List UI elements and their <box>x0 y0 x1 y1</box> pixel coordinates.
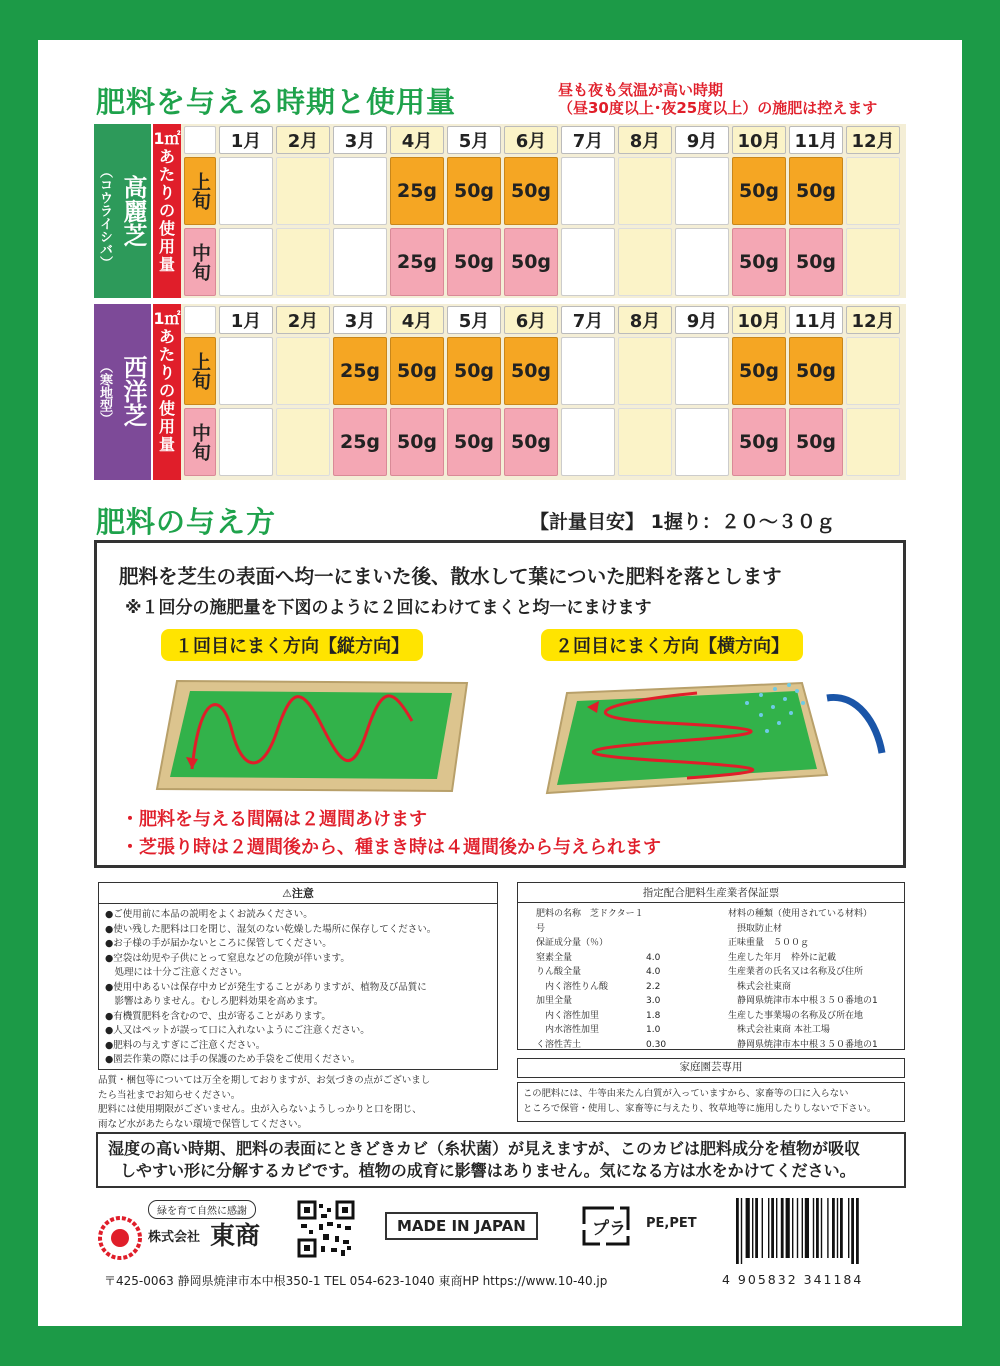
month-header-cell: 9月 <box>675 306 729 334</box>
caution-item: ●ご使用前に本品の説明をよくお読みください。 <box>105 909 313 920</box>
guarantee-value: 0.30 <box>646 1039 667 1050</box>
amount-cell <box>846 228 900 296</box>
guarantee-item: 内く溶性加里 <box>536 1010 600 1021</box>
amount-cell: 50g <box>447 157 501 225</box>
korai-subname: （コウライシバ） <box>97 165 112 269</box>
amount-cell <box>675 408 729 476</box>
guarantee-value: 4.0 <box>646 952 661 963</box>
month-header-cell: 11月 <box>789 306 843 334</box>
amount-cell: 50g <box>390 337 444 405</box>
caution-item: ●有機質肥料を含むので、虫が寄ることがあります。 <box>105 1010 331 1022</box>
hose <box>827 697 882 753</box>
caution-box <box>98 882 498 1070</box>
guarantee-item: 加里全量 <box>536 996 573 1006</box>
amount-cell: 50g <box>732 337 786 405</box>
amount-cell: 25g <box>333 337 387 405</box>
month-header-cell: 8月 <box>618 126 672 154</box>
month-header-cell: 9月 <box>675 126 729 154</box>
quality-line: たら当社までお知らせください。 <box>98 1089 241 1101</box>
seiyo-subname: （寒地型） <box>97 359 112 425</box>
month-header-cell: 7月 <box>561 306 615 334</box>
caution-item: ●空袋は幼児や子供にとって窒息などの危険が伴います。 <box>105 952 350 964</box>
amount-cell <box>276 408 330 476</box>
method-note2: ・芝張り時は２週間後から、種まき時は４週間後から与えられます <box>121 837 661 858</box>
amount-cell <box>618 157 672 225</box>
seiyo-schedule-table <box>94 304 906 480</box>
amount-cell <box>219 337 273 405</box>
month-header-cell: 10月 <box>732 126 786 154</box>
guarantee-row <box>536 1023 686 1038</box>
mold-notice <box>96 1132 906 1188</box>
month-header-cell: 5月 <box>447 126 501 154</box>
quality-line: 雨など水があたらない環境で保管してください。 <box>98 1118 308 1130</box>
month-header-cell: 4月 <box>390 306 444 334</box>
korai-schedule-table <box>94 124 906 298</box>
caution-item: ●使い残した肥料は口を閉じ、湿気のない乾燥した場所に保存してください。 <box>105 923 437 935</box>
method-line1: 肥料を芝生の表面へ均一にまいた後、散水して葉についた肥料を落とします <box>119 565 782 588</box>
guarantee-item: く溶性苦土 <box>536 1039 582 1050</box>
amount-cell: 25g <box>390 228 444 296</box>
seiyo-mid-row <box>184 408 903 476</box>
amount-cell <box>675 157 729 225</box>
amount-cell <box>333 157 387 225</box>
guarantee-box <box>517 882 905 1050</box>
method-line2: ※１回分の施肥量を下図のように２回にわけてまくと均一にまけます <box>125 598 652 618</box>
guarantee-left <box>536 907 686 1052</box>
material-label: PE,PET <box>646 1216 697 1231</box>
schedule-title: 肥料を与える時期と使用量 <box>96 85 457 119</box>
quality-line: 品質・梱包等については万全を期しておりますが、お気づきの点がございまし <box>98 1075 431 1086</box>
caution-title: ⚠注意 <box>99 883 497 904</box>
company-address: 〒425-0063 静岡県焼津市本中根350-1 TEL 054-623-1040 東商HP https://www.10-40.jp <box>104 1274 608 1288</box>
guarantee-value: 1.0 <box>646 1025 661 1035</box>
vertical-spread-diagram <box>152 671 482 796</box>
caution-list <box>99 904 497 1072</box>
amount-cell: 50g <box>447 228 501 296</box>
seiyo-month-header <box>184 306 903 334</box>
amount-cell: 50g <box>789 337 843 405</box>
amount-cell: 50g <box>789 228 843 296</box>
korai-per-m2-label: 1㎡あたりの使用量 <box>151 124 181 298</box>
amount-cell: 50g <box>732 157 786 225</box>
company-prefix: 株式会社 <box>148 1230 201 1245</box>
caution-item: 影響はありません。むしろ肥料効果を高めます。 <box>105 996 324 1007</box>
second-direction-label: ２回目にまく方向【横方向】 <box>541 629 803 661</box>
made-in-japan-label: MADE IN JAPAN <box>385 1212 538 1240</box>
month-header-cell: 6月 <box>504 306 558 334</box>
guarantee-row <box>536 994 686 1009</box>
amount-cell <box>618 408 672 476</box>
amount-cell <box>276 337 330 405</box>
amount-cell: 25g <box>333 408 387 476</box>
amount-cell <box>276 228 330 296</box>
early-period-label: 上旬 <box>184 157 216 225</box>
amount-cell: 50g <box>447 337 501 405</box>
amount-cell: 50g <box>789 408 843 476</box>
guarantee-item: 肥料の名称 芝ドクター１号 <box>536 909 644 934</box>
heat-warning-line1: 昼も夜も気温が高い時期 <box>558 81 724 99</box>
guarantee-info-line: 生産した事業場の名称及び所在地 <box>728 1010 864 1021</box>
horizontal-spread-diagram <box>527 663 897 803</box>
month-header-cell: 8月 <box>618 306 672 334</box>
guarantee-row <box>536 1038 686 1053</box>
guarantee-info-line: 生産した年月 枠外に記載 <box>728 952 837 963</box>
heat-warning <box>558 81 877 117</box>
amount-cell: 50g <box>504 408 558 476</box>
guarantee-row <box>536 1009 686 1024</box>
guarantee-value: 4.0 <box>646 967 661 977</box>
qr-code-icon <box>297 1200 355 1258</box>
amount-cell: 50g <box>732 408 786 476</box>
barcode-icon <box>734 1198 894 1264</box>
guarantee-item: りん酸全量 <box>536 967 582 977</box>
home-garden-warning <box>517 1082 905 1122</box>
quality-line: 肥料には使用期限がございません。虫が入らないようしっかりと口を閉じ、 <box>98 1104 422 1115</box>
caution-item: 処理には十分ご注意ください。 <box>105 967 248 978</box>
amount-cell <box>333 228 387 296</box>
guarantee-row <box>536 936 686 951</box>
guarantee-info-line: 株式会社東商 本社工場 <box>728 1025 830 1035</box>
header-spacer <box>184 126 216 154</box>
company-logo-icon <box>98 1216 142 1260</box>
korai-early-row <box>184 157 903 225</box>
month-header-cell: 1月 <box>219 126 273 154</box>
home-warning-line2: ところで保管・使用し、家畜等に与えたり、牧草地等に施用したりしないで下さい。 <box>523 1103 877 1114</box>
month-header-cell: 5月 <box>447 306 501 334</box>
guarantee-value: 2.2 <box>646 981 661 992</box>
korai-month-header <box>184 126 903 154</box>
header-spacer <box>184 306 216 334</box>
amount-cell <box>219 228 273 296</box>
amount-cell <box>846 408 900 476</box>
seiyo-early-row <box>184 337 903 405</box>
month-header-cell: 10月 <box>732 306 786 334</box>
amount-cell <box>675 228 729 296</box>
caution-item: ●園芸作業の際には手の保護のため手袋をご使用ください。 <box>105 1054 361 1065</box>
amount-cell: 50g <box>390 408 444 476</box>
guarantee-item: 窒素全量 <box>536 952 573 963</box>
guarantee-info-line: 材料の種類（使用されている材料） <box>728 909 873 919</box>
korai-mid-row <box>184 228 903 296</box>
amount-cell <box>561 228 615 296</box>
amount-cell <box>561 408 615 476</box>
mold-line1: 湿度の高い時期、肥料の表面にときどきカビ（糸状菌）が見えますが、このカビは肥料成分を植物が吸収 <box>108 1139 861 1158</box>
guarantee-row <box>536 951 686 966</box>
guarantee-value: 1.8 <box>646 1010 661 1021</box>
recycle-pla-text: プラ <box>592 1219 626 1239</box>
guarantee-info-line: 静岡県焼津市本中根３５０番地の1 <box>728 996 878 1006</box>
amount-cell <box>219 408 273 476</box>
amount-cell <box>219 157 273 225</box>
seiyo-category <box>94 304 151 480</box>
guarantee-item: 内く溶性りん酸 <box>536 981 609 992</box>
method-note1: ・肥料を与える間隔は２週間あけます <box>121 809 427 830</box>
month-header-cell: 11月 <box>789 126 843 154</box>
amount-cell <box>846 157 900 225</box>
amount-cell: 25g <box>390 157 444 225</box>
month-header-cell: 1月 <box>219 306 273 334</box>
guarantee-item: 保証成分量（％） <box>536 938 609 948</box>
guarantee-right <box>728 907 903 1052</box>
first-direction-label: １回目にまく方向【縦方向】 <box>161 629 423 661</box>
guarantee-info-line: 摂取防止材 <box>728 923 783 934</box>
method-box <box>94 540 906 868</box>
home-garden-label: 家庭園芸専用 <box>517 1058 905 1078</box>
korai-category <box>94 124 151 298</box>
guarantee-info-line: 生産業者の氏名又は名称及び住所 <box>728 967 864 977</box>
month-header-cell: 3月 <box>333 306 387 334</box>
amount-cell <box>276 157 330 225</box>
amount-cell <box>846 337 900 405</box>
early-period-label: 上旬 <box>184 337 216 405</box>
heat-warning-line2: （昼30度以上･夜25度以上）の施肥は控えます <box>558 99 878 117</box>
amount-cell <box>675 337 729 405</box>
month-header-cell: 4月 <box>390 126 444 154</box>
amount-cell: 50g <box>789 157 843 225</box>
measure-guide: 【計量目安】 1握り：２０～３０ｇ <box>530 511 835 533</box>
amount-cell <box>618 337 672 405</box>
amount-cell: 50g <box>732 228 786 296</box>
guarantee-info-line: 静岡県焼津市本中根３５０番地の1 <box>728 1039 878 1050</box>
month-header-cell: 2月 <box>276 126 330 154</box>
amount-cell <box>561 157 615 225</box>
amount-cell <box>618 228 672 296</box>
month-header-cell: 7月 <box>561 126 615 154</box>
guarantee-item: 内水溶性加里 <box>536 1025 600 1035</box>
amount-cell: 50g <box>504 228 558 296</box>
company-name: 東商 <box>210 1221 261 1250</box>
mid-period-label: 中旬 <box>184 228 216 296</box>
month-header-cell: 2月 <box>276 306 330 334</box>
guarantee-info-line: 正味重量 ５００ｇ <box>728 938 810 948</box>
amount-cell: 50g <box>504 157 558 225</box>
month-header-cell: 12月 <box>846 126 900 154</box>
month-header-cell: 6月 <box>504 126 558 154</box>
caution-item: ●使用中あるいは保存中カビが発生することがありますが、植物及び品質に <box>105 981 427 993</box>
mid-period-label: 中旬 <box>184 408 216 476</box>
method-title: 肥料の与え方 <box>96 505 277 539</box>
mold-line2: しやすい形に分解するカビです。植物の成育に影響はありません。気になる方は水をかけてください。 <box>120 1161 856 1180</box>
seiyo-per-m2-label: 1㎡あたりの使用量 <box>151 304 181 480</box>
month-header-cell: 12月 <box>846 306 900 334</box>
caution-item: ●肥料の与えすぎにご注意ください。 <box>105 1039 266 1051</box>
home-warning-line1: この肥料には、牛等由来たん白質が入っていますから、家畜等の口に入らない <box>523 1088 849 1099</box>
quality-note <box>98 1074 508 1132</box>
guarantee-row <box>536 907 686 936</box>
seiyo-name: 西洋芝 <box>119 355 147 427</box>
korai-name: 高麗芝 <box>119 175 147 247</box>
amount-cell: 50g <box>504 337 558 405</box>
caution-item: ●お子様の手が届かないところに保管してください。 <box>105 938 332 949</box>
barcode-number: 4 905832 341184 <box>722 1272 864 1287</box>
guarantee-info-line: 株式会社東商 <box>728 981 792 992</box>
guarantee-row <box>536 980 686 995</box>
caution-item: ●人又はペットが誤って口に入れないようにご注意ください。 <box>105 1025 370 1036</box>
month-header-cell: 3月 <box>333 126 387 154</box>
slogan-badge: 緑を育て自然に感謝 <box>148 1200 256 1219</box>
guarantee-row <box>536 965 686 980</box>
amount-cell: 50g <box>447 408 501 476</box>
guarantee-title: 指定配合肥料生産業者保証票 <box>518 883 904 903</box>
amount-cell <box>561 337 615 405</box>
guarantee-value: 3.0 <box>646 996 661 1006</box>
